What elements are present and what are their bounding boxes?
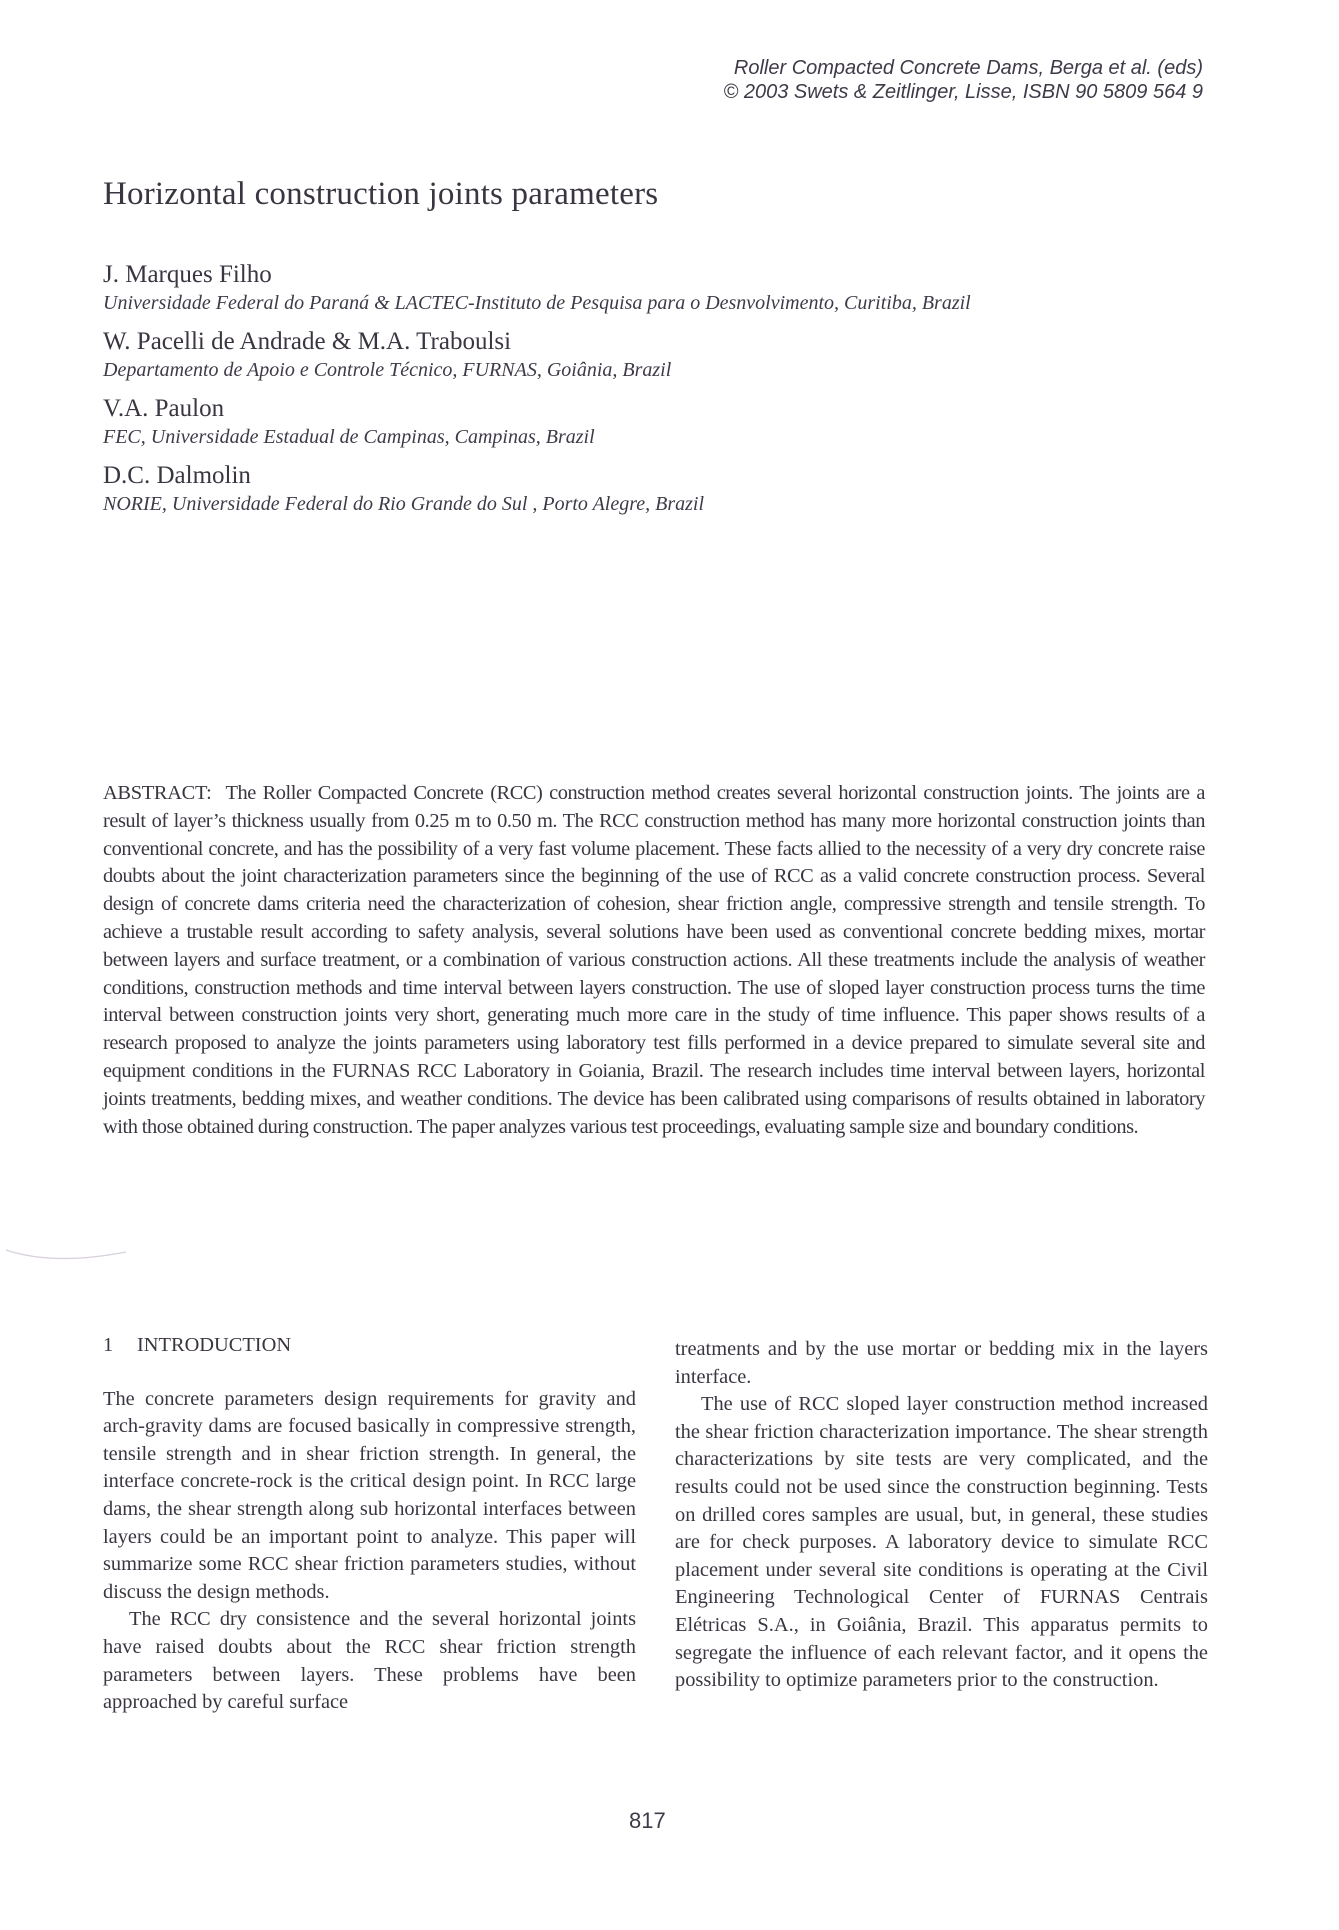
paragraph: The use of RCC sloped layer construction method increased the shear friction characterization importance. The shear strength characterizations by site tests are very complicated, and the results could not be used since the construction beginning. Tests on drilled cores samples are usual, but, in general, these studies are for check purposes. A laboratory device to simulate RCC placement under several site conditions is operating at the Civil Engineering Technological Center of FURNAS Centrais Elétricas S.A., in Goiânia, Brazil. This apparatus permits to segregate the influence of each relevant factor, and it opens the possibility to optimize parameters prior to the construction. [675,1393,1208,1692]
abstract-text: The Roller Compacted Concrete (RCC) construction method creates several horizontal construction joints. The joints are a result of layer’s thickness usually from 0.25 m to 0.50 m. The RCC construction method has many more horizontal construction joints than conventional concrete, and has the possibility of a very fast volume placement. These facts allied to the necessity of a very dry concrete raise doubts about the joint characterization parameters since the beginning of the use of RCC as a valid concrete construction process. Several design of concrete dams criteria need the characterization of cohesion, shear friction angle, compressive strength and tensile strength. To achieve a trustable result according to safety analysis, several solutions have been used as conventional concrete bedding mixes, mortar between layers and surface treatment, or a combination of various construction actions. All these treatments include the analysis of weather conditions, construction methods and time interval between layers construction. The use of sloped layer construction process turns the time interval between construction joints very short, generating much more care in the study of time influence. This paper shows results of a research proposed to analyze the joints parameters using laboratory test fills performed in a device prepared to simulate several site and equipment conditions in the FURNAS RCC Laboratory in Goiania, Brazil. The research includes time interval between layers, horizontal joints treatments, bedding mixes, and weather conditions. The device has been calibrated using comparisons of results obtained in laboratory with those obtained during construction. The paper analyzes various test proceedings, evaluating sample size and boundary conditions. [103,782,1205,1138]
paper-title: Horizontal construction joints parameters [103,176,659,212]
column-left [103,1332,636,1717]
header-book-title: Roller Compacted Concrete Dams, Berga et al. (eds) [733,57,1203,79]
author-name: V.A. Paulon [103,395,225,422]
author-affiliation: Universidade Federal do Paraná & LACTEC-Instituto de Pesquisa para o Desnvolvimento, Curitiba, Brazil [103,292,971,314]
author-block [103,327,1203,383]
section-title: INTRODUCTION [137,1334,292,1356]
author-affiliation: NORIE, Universidade Federal do Rio Grande do Sul , Porto Alegre, Brazil [103,493,705,515]
author-affiliation: FEC, Universidade Estadual de Campinas, Campinas, Brazil [103,426,595,448]
author-block [103,394,1203,450]
author-name: D.C. Dalmolin [103,462,251,489]
author-list [103,260,1203,528]
section-number: 1 [103,1334,114,1356]
paragraph: treatments and by the use mortar or bedding mix in the layers interface. [675,1338,1208,1388]
author-affiliation: Departamento de Apoio e Controle Técnico, FURNAS, Goiânia, Brazil [103,359,672,381]
author-name: J. Marques Filho [103,261,272,288]
author-name: W. Pacelli de Andrade & M.A. Traboulsi [103,328,512,355]
column-right [675,1336,1208,1695]
author-block [103,461,1203,517]
abstract-label: ABSTRACT: [103,782,212,804]
header-copyright: © 2003 Swets & Zeitlinger, Lisse, ISBN 90 5809 564 9 [723,81,1203,103]
section-heading [103,1332,636,1360]
scan-artifact-line [4,1248,126,1262]
paragraph: The RCC dry consistence and the several horizontal joints have raised doubts about the RCC shear friction strength parameters between layers. These problems have been approached by careful surface [103,1608,636,1714]
author-block [103,260,1203,316]
abstract [103,780,1205,1141]
paragraph: The concrete parameters design requirements for gravity and arch-gravity dams are focused basically in compressive strength, tensile strength and in shear friction strength. In general, the interface concrete-rock is the critical design point. In RCC large dams, the shear strength along sub horizontal interfaces between layers could be an important point to analyze. This paper will summarize some RCC shear friction parameters studies, without discuss the design methods. [103,1387,636,1603]
page-number: 817 [629,1808,666,1833]
running-header [724,56,1203,104]
